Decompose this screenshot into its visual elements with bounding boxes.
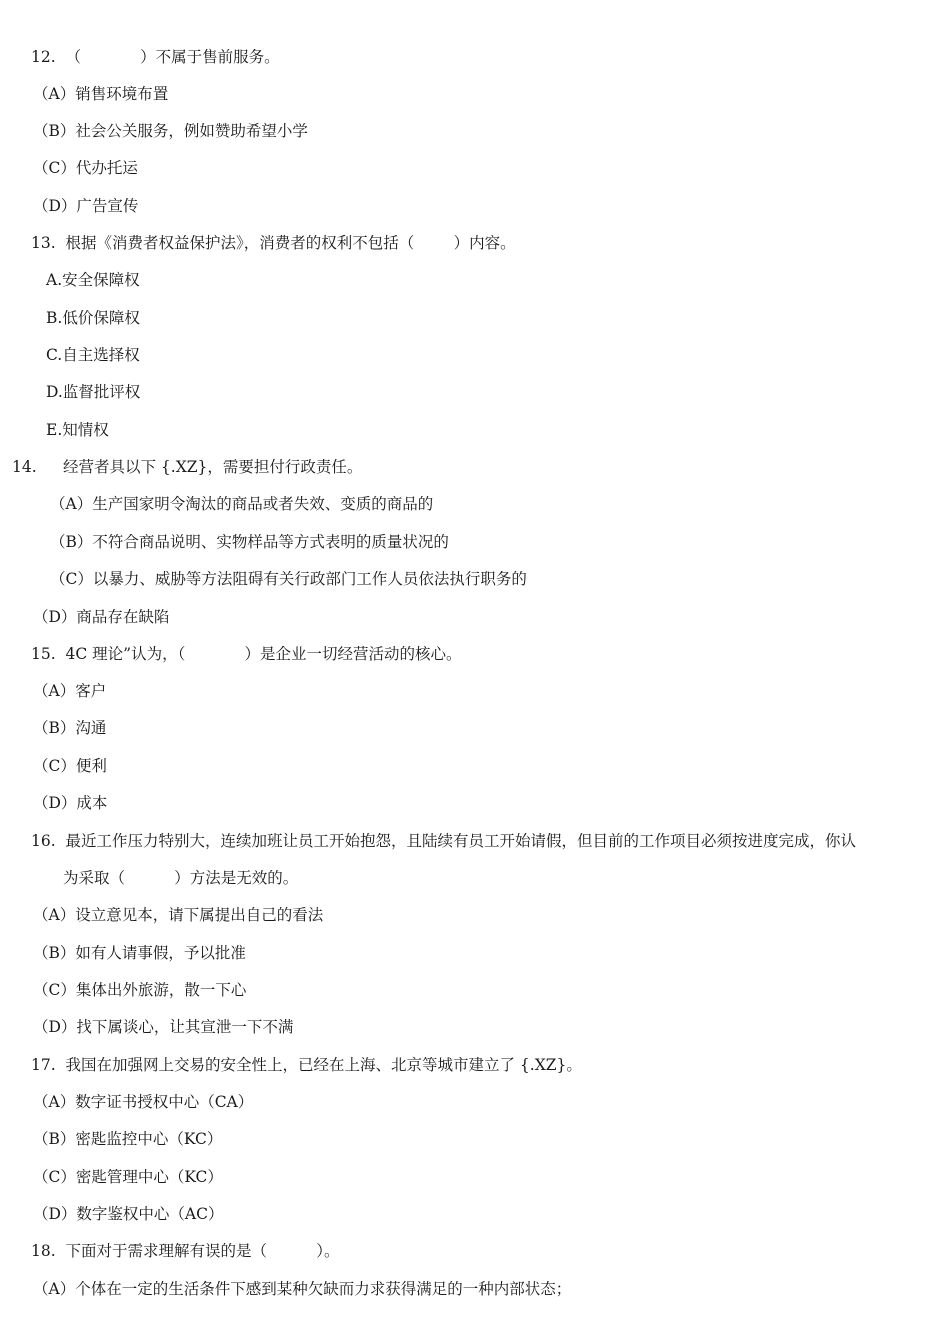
q16-option-b: （B）如有人请事假，予以批准 [33,944,246,962]
q17-option-a: （A）数字证书授权中心（CA） [33,1093,254,1111]
q13-option-a: A.安全保障权 [46,271,140,289]
q15-option-b: （B）沟通 [33,719,107,737]
q15-option-c: （C）便利 [33,757,107,775]
question-16: 16. 最近工作压力特别大，连续加班让员工开始抱怨，且陆续有员工开始请假，但目前的工作项目必须按进度完成，你认 [31,832,857,850]
q16-option-c: （C）集体出外旅游，散一下心 [33,981,247,999]
q13-option-d: D.监督批评权 [46,383,141,401]
q17-option-b: （B）密匙监控中心（KC） [33,1130,223,1148]
q15-option-a: （A）客户 [33,682,107,700]
q13-option-e: E.知情权 [46,421,109,439]
q14-option-a: （A）生产国家明令淘汰的商品或者失效、变质的商品的 [50,495,434,513]
q16-option-a: （A）设立意见本，请下属提出自己的看法 [33,906,324,924]
question-15: 15. 4C 理论”认为，（ ）是企业一切经营活动的核心。 [31,645,462,663]
q13-option-c: C.自主选择权 [46,346,140,364]
q18-option-a: （A）个体在一定的生活条件下感到某种欠缺而力求获得满足的一种内部状态； [33,1280,572,1298]
q14-option-d: （D）商品存在缺陷 [33,608,170,626]
q17-option-d: （D）数字鉴权中心（AC） [33,1205,224,1223]
q12-option-a: （A）销售环境布置 [33,85,169,103]
q16-option-d: （D）找下属谈心，让其宣泄一下不满 [33,1018,294,1036]
q17-option-c: （C）密匙管理中心（KC） [33,1168,223,1186]
question-16-continued: 为采取（ ）方法是无效的。 [63,869,299,887]
q12-option-c: （C）代办托运 [33,159,138,177]
q12-option-b: （B）社会公关服务，例如赞助希望小学 [33,122,308,140]
q13-option-b: B.低价保障权 [46,309,140,327]
question-14: 经营者具以下 {.XZ}，需要担付行政责任。 [63,458,363,476]
question-14-number: 14. [12,458,37,476]
question-13: 13. 根据《消费者权益保护法》，消费者的权利不包括（ ）内容。 [31,234,516,252]
question-18: 18. 下面对于需求理解有误的是（ ）。 [31,1242,340,1260]
q15-option-d: （D）成本 [33,794,108,812]
q12-option-d: （D）广告宣传 [33,197,139,215]
q14-option-c: （C）以暴力、威胁等方法阻碍有关行政部门工作人员依法执行职务的 [50,570,527,588]
question-17: 17. 我国在加强网上交易的安全性上，已经在上海、北京等城市建立了 {.XZ}。 [31,1056,582,1074]
q14-option-b: （B）不符合商品说明、实物样品等方式表明的质量状况的 [50,533,449,551]
question-12: 12. （ ）不属于售前服务。 [31,48,280,66]
